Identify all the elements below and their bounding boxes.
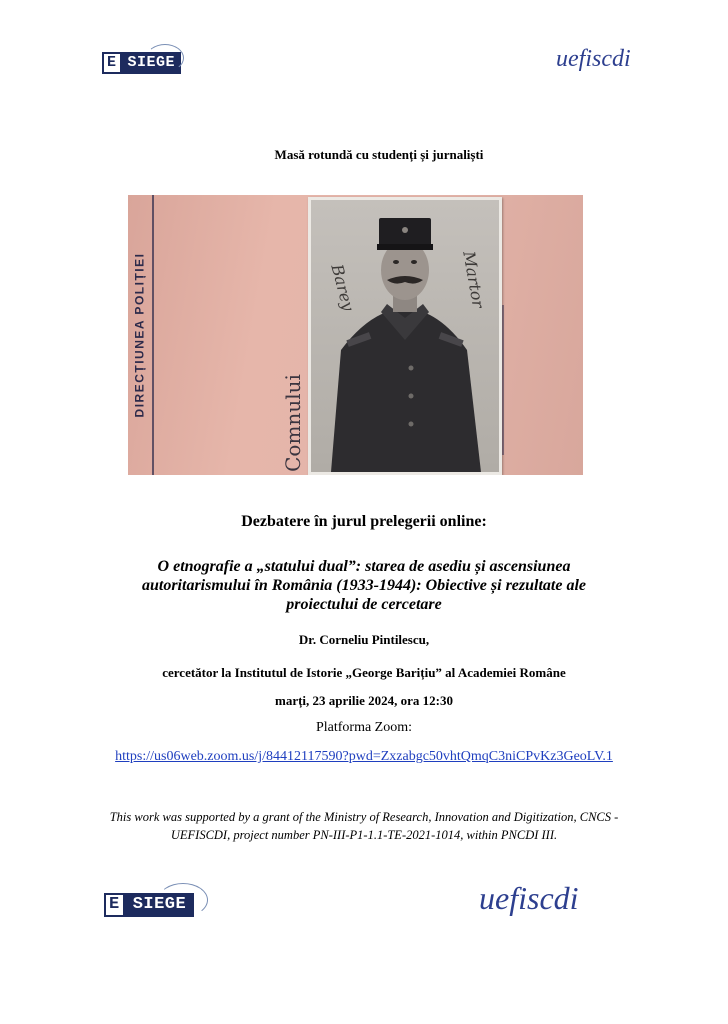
debate-title: Dezbatere în jurul prelegerii online: (241, 513, 487, 530)
lecture-title-line-3: proiectului de cercetare (286, 596, 442, 613)
lecture-title-line-1: O etnografie a „statului dual”: starea de asediu și ascensiunea (157, 558, 571, 575)
speaker-name: Dr. Corneliu Pintilescu, (298, 632, 430, 647)
uefiscdi-logo-bottom: uefiscdi (479, 880, 579, 916)
funding-line-1: This work was supported by a grant of the Ministry of Research, Innovation and Digitization, CNCS - (109, 810, 619, 824)
zoom-link[interactable]: https://us06web.zoom.us/j/84412117590?pwd=Zxzabgc50vhtQmqC3niCPvKz3GeoLV.1 (115, 749, 613, 764)
funding-acknowledgement (0, 808, 728, 844)
speaker-affiliation: cercetător la Institutul de Istorie „George Barițiu” al Academiei Române (162, 665, 566, 680)
esiege-logo-top (102, 52, 181, 74)
uefiscdi-logo-top: uefiscdi (556, 46, 631, 72)
lecture-title-line-2: autoritarismului în România (1933-1944): Obiective și rezultate ale (141, 577, 586, 594)
zoom-link-container (0, 749, 728, 765)
portrait-signature-left: Barey (327, 262, 359, 313)
policeman-portrait-drawing (311, 200, 499, 472)
event-datetime: marți, 23 aprilie 2024, ora 12:30 (275, 693, 453, 708)
lecture-title (0, 557, 728, 614)
funding-line-2: UEFISCDI, project number PN-III-P1-1.1-TE-2021-1014, within PNCDI III. (170, 828, 558, 842)
archival-photo (128, 195, 583, 475)
event-platform: Platforma Zoom: (315, 720, 413, 735)
esiege-logo-bottom-e: E (104, 893, 125, 917)
esiege-logo-bottom-arc (158, 883, 208, 917)
portrait-signature-right: Martor (459, 249, 488, 310)
roundtable-heading: Masă rotundă cu studenți și jurnaliști (274, 147, 484, 162)
photo-border-line (152, 195, 154, 475)
esiege-logo-e: E (102, 52, 122, 74)
esiege-logo-bottom (104, 893, 194, 917)
photo-stamp-text: DIRECȚIUNEA POLIȚIEI (132, 252, 146, 418)
esiege-logo-arc (146, 44, 184, 72)
portrait-photo (308, 197, 502, 475)
esiege-logo-bottom-text: SIEGE (125, 893, 195, 917)
esiege-logo-text: SIEGE (122, 52, 182, 74)
photo-handwritten-left: Comnului (281, 374, 305, 472)
photo-margin-line (502, 305, 504, 455)
